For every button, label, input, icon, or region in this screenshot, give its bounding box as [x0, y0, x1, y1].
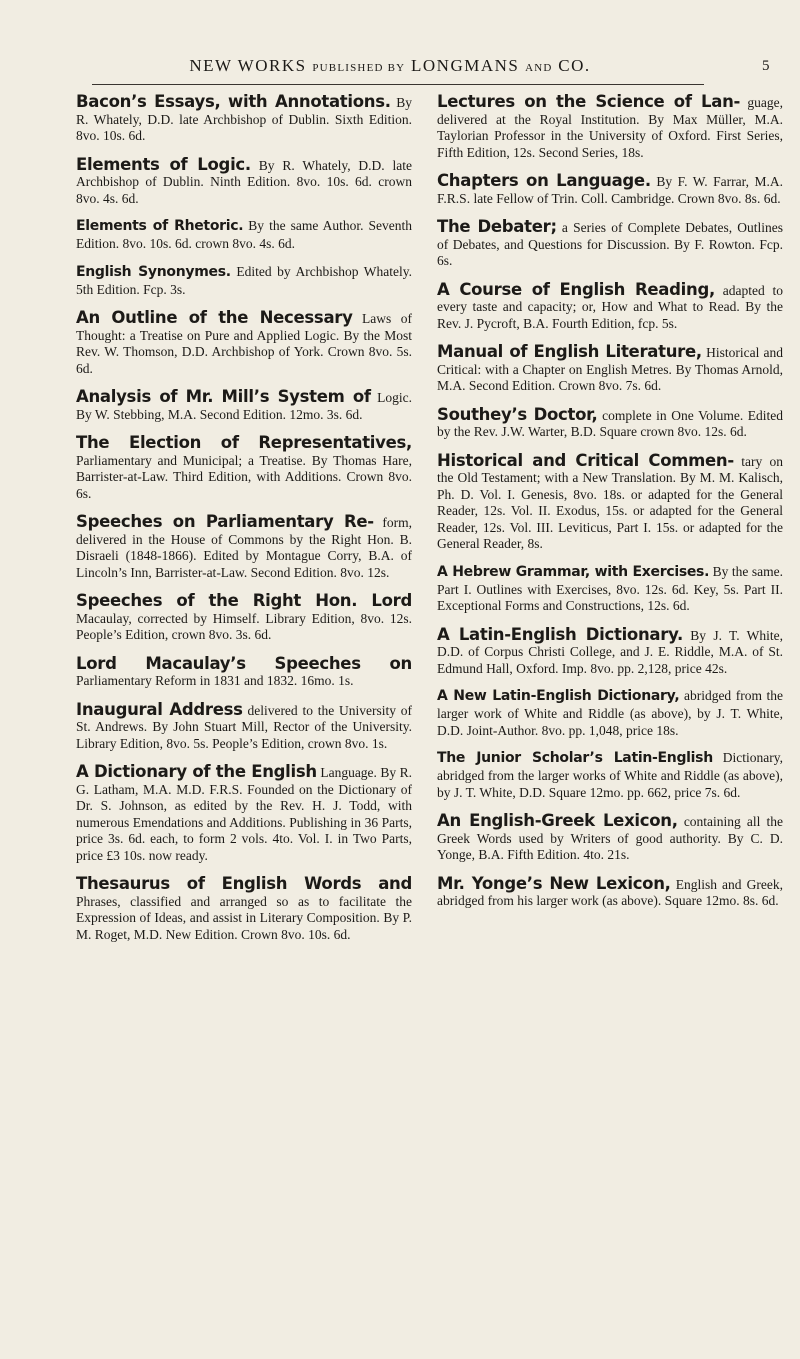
entry-title: The Debater; — [437, 217, 557, 236]
list-item — [437, 625, 783, 678]
entry-title: Analysis of Mr. Mill’s System of — [76, 387, 371, 406]
entry-body: Phrases, classified and arranged so as to facilitate the Expression of Ideas, and assist in Literary Composition. By P. M. Roget, M.D. New Edition. Crown 8vo. 10s. 6d. — [76, 893, 412, 942]
entry-body: By R. Whately, D.D. late Archbishop of Dublin. Sixth Edition. 8vo. 10s. 6d. — [76, 95, 413, 143]
entry-title: An English-Greek Lexicon, — [437, 811, 678, 830]
entry-title: An Outline of the Necessary — [76, 308, 353, 327]
list-item — [76, 591, 412, 644]
entry-body: By the same. Part I. Outlines with Exercises, 8vo. 12s. 6d. Key, 5s. Part II. Exceptional Forms and Constructions, 12s. 6d. — [437, 563, 783, 613]
list-item — [437, 92, 783, 161]
list-item — [437, 280, 783, 333]
entry-title: Manual of English Literature, — [437, 342, 702, 361]
entry-title: Inaugural Address — [76, 699, 243, 719]
running-head-mid: PUBLISHED BY — [312, 62, 406, 74]
list-item — [437, 171, 783, 207]
list-item — [437, 874, 783, 910]
entry-title: A New Latin-English Dictionary, — [437, 688, 680, 704]
entry-body: Parliamentary and Municipal; a Treatise. By Thomas Hare, Barrister-at-Law. Third Edition, with Additions. Crown 8vo. 6s. — [76, 452, 412, 501]
list-item — [76, 433, 412, 502]
entry-body: Parliamentary Reform in 1831 and 1832. 16mo. 1s. — [76, 673, 354, 688]
running-head-publisher: LONGMANS — [411, 56, 520, 75]
entry-body: form, delivered in the House of Commons by the Right Hon. B. Disraeli (1848-1866). Edited by Montague Corry, B.A. of Lincoln’s Inn, Barrister-at-Law. Second Edition. 8vo. 12s. — [76, 515, 413, 580]
entry-title: Southey’s Doctor, — [437, 404, 598, 424]
header-rule — [92, 84, 704, 85]
list-item — [76, 92, 412, 145]
entry-body: a Series of Complete Debates, Outlines of Debates, and Questions for Discussion. By F. Rowton. Fcp. 6s. — [437, 220, 784, 268]
entry-body: complete in One Volume. Edited by the Rev. J.W. Warter, B.D. Square crown 8vo. 12s. 6d. — [437, 407, 784, 439]
list-item — [437, 687, 783, 739]
entry-title: Thesaurus of English Words and — [76, 874, 412, 893]
entry-title: Elements of Rhetoric. — [76, 218, 244, 234]
entry-body: Macaulay, corrected by Himself. Library Edition, 8vo. 12s. People’s Edition, crown 8vo. 3s. 6d. — [76, 610, 412, 642]
entry-body: adapted to every taste and capacity; or, How and What to Read. By the Rev. J. Pycroft, B.A. Fourth Edition, fcp. 5s. — [437, 282, 783, 331]
entry-body: guage, delivered at the Royal Institution. By Max Müller, M.A. Taylorian Professor in the University of Oxford. First Series, Fifth Edition, 12s. Second Series, 18s. — [437, 95, 783, 160]
entry-title: The Election of Representatives, — [76, 433, 412, 452]
list-item — [437, 563, 783, 615]
entry-body: Edited by Archbishop Whately. 5th Edition. Fcp. 3s. — [76, 263, 413, 297]
list-item — [437, 342, 783, 395]
entry-body: delivered to the University of St. Andrews. By John Stuart Mill, Rector of the University. Library Edition, 8vo. 5s. People’s Edition, crown 8vo. 1s. — [76, 702, 413, 751]
list-item — [76, 155, 412, 208]
entry-title: Chapters on Language. — [437, 171, 651, 190]
page-number: 5 — [762, 58, 770, 74]
left-column — [76, 92, 412, 953]
entry-title: Bacon’s Essays, with Annotations. — [76, 92, 391, 111]
list-item — [76, 512, 412, 581]
entry-body: English and Greek, abridged from his larger work (as above). Square 12mo. 8s. 6d. — [437, 876, 783, 908]
entry-body: tary on the Old Testament; with a New Translation. By M. M. Kalisch, Ph. D. Vol. I. Genesis, 8vo. 18s. or adapted for the General Reader, 12s. Vol. II. Exodus, 15s. or adapted for the General Reader, 12s. Vol. III. Leviticus, Part I. 15s. or adapted for the General Reader, 8s. — [437, 453, 783, 551]
list-item — [76, 308, 412, 377]
entry-body: By the same Author. Seventh Edition. 8vo. 10s. 6d. crown 8vo. 4s. 6d. — [76, 218, 413, 251]
entry-title: Elements of Logic. — [76, 154, 251, 174]
running-head — [100, 56, 680, 76]
entry-title: Lectures on the Science of Lan- — [437, 92, 741, 111]
entry-title: A Course of English Reading, — [437, 279, 715, 299]
list-item — [437, 405, 783, 441]
list-item — [437, 217, 783, 270]
list-item — [437, 451, 783, 553]
list-item — [76, 700, 412, 753]
entry-title: Speeches of the Right Hon. Lord — [76, 591, 412, 610]
entry-title: English Synonymes. — [76, 263, 231, 280]
entry-body: By F. W. Farrar, M.A. F.R.S. late Fellow of Trin. Coll. Cambridge. Crown 8vo. 8s. 6d. — [437, 174, 784, 206]
list-item — [76, 387, 412, 423]
entry-title: Lord Macaulay’s Speeches on — [76, 653, 412, 673]
entry-title: Speeches on Parliamentary Re- — [76, 512, 374, 531]
entry-body: By R. Whately, D.D. late Archbishop of Dublin. Ninth Edition. 8vo. 10s. 6d. crown 8vo. 4s. 6d. — [76, 157, 413, 206]
entry-body: Dictionary, abridged from the larger works of White and Riddle (as above), by J. T. White, D.D. Square 12mo. pp. 662, price 7s. 6d. — [437, 750, 784, 800]
running-head-co: CO. — [558, 56, 591, 75]
list-item — [76, 762, 412, 864]
running-head-and: AND — [525, 62, 553, 74]
list-item — [76, 263, 412, 299]
entry-title: A Latin-English Dictionary. — [437, 624, 683, 644]
list-item — [76, 217, 412, 253]
entry-title: A Hebrew Grammar, with Exercises. — [437, 563, 710, 580]
list-item — [437, 811, 783, 864]
right-column — [437, 92, 783, 920]
list-item — [76, 654, 412, 690]
entry-body: Language. By R. G. Latham, M.A. M.D. F.R.S. Founded on the Dictionary of Dr. S. Johnson, as edited by the Rev. H. J. Todd, with numerous Emendations and Additions. Publishing in 36 Parts, price 3s. 6d. each, to form 2 vols. 4to. Vol. I. in Two Parts, price £3 10s. now ready. — [76, 765, 412, 863]
list-item — [76, 874, 412, 943]
entry-body: Historical and Critical: with a Chapter on English Metres. By Thomas Arnold, M.A. Second Edition. Crown 8vo. 7s. 6d. — [437, 345, 784, 393]
entry-title: A Dictionary of the English — [76, 762, 317, 781]
entry-body: Logic. By W. Stebbing, M.A. Second Edition. 12mo. 3s. 6d. — [76, 390, 412, 422]
running-head-prefix: NEW WORKS — [189, 56, 307, 75]
entry-body: By J. T. White, D.D. of Corpus Christi College, and J. E. Riddle, M.A. of St. Edmund Hall, Oxford. Imp. 8vo. pp. 2,128, price 42s. — [437, 627, 783, 676]
entry-body: Laws of Thought: a Treatise on Pure and Applied Logic. By the Most Rev. W. Thomson, D.D. Archbishop of York. Crown 8vo. 5s. 6d. — [76, 311, 412, 376]
list-item — [437, 749, 783, 801]
entry-body: abridged from the larger work of White and Riddle (as above), by J. T. White, D.D. Joint-Author. 8vo. pp. 1,048, price 18s. — [437, 688, 784, 738]
entry-body: containing all the Greek Words used by Writers of good authority. By C. D. Yonge, B.A. Fifth Edition. 4to. 21s. — [437, 814, 783, 862]
entry-title: The Junior Scholar’s Latin-English — [437, 750, 713, 766]
entry-title: Mr. Yonge’s New Lexicon, — [437, 873, 671, 893]
entry-title: Historical and Critical Commen- — [437, 450, 734, 470]
